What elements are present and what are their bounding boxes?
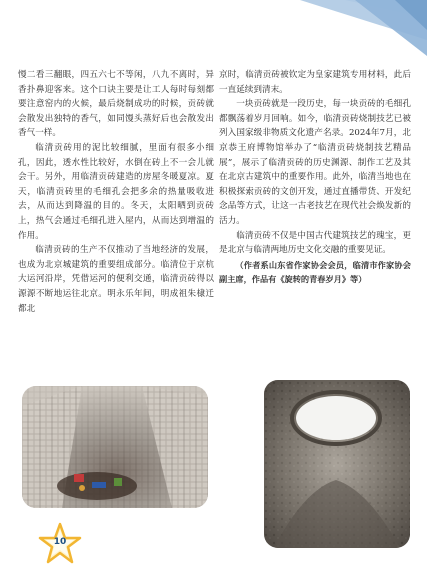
page-number: 10 (53, 537, 67, 547)
page-number-badge (38, 522, 82, 566)
left-text-column (18, 68, 214, 316)
paragraph-heritage: 一块贡砖就是一段历史，每一块贡砖的毛细孔都飘荡着岁月回响。如今，临清贡砖烧制技艺已被列入国家级非物质文化遗产名录。2024年7月，北京恭王府博物馆举办了“临清贡砖烧制技艺精品展”，展示了临清贡砖的历史渊源、制作工艺及其在北京古建筑中的重要作用。此外，临清当地也在积极探索贡砖的文创开发，通过直播带货、开发纪念品等方式，让这一古老技艺在现代社会焕发新的活力。 (219, 99, 411, 226)
author-note: （作者系山东省作家协会会员，临清市作家协会副主席，作品有《旋转的青春岁月》等） (219, 259, 411, 285)
corner-decoration (0, 0, 427, 60)
paragraph-royal-material: 京时，临清贡砖被钦定为皇家建筑专用材料，此后一直延续到清末。 (219, 70, 411, 95)
brick-kiln-photo (22, 386, 208, 508)
paragraph-kiln-rhyme: 慢二看三翻眼，四五六七不等闲，八九不离时，异香扑鼻迎客来。这个口诀主要是让工人每时每刻都要注意窑内的火候，最后烧制成功的时候，贡砖就会散发出独特的香气，如同馒头蒸好后也会散发出香气一样。 (18, 70, 214, 139)
paragraph-brick-properties: 临清贡砖用的泥比较细腻，里面有很多小细孔，因此，透水性比较好，水倒在砖上不一会儿就会干。另外，用临清贡砖建造的房屋冬暖夏凉。夏天，临清贡砖里的毛细孔会把多余的热量吸收进去，从而达到降温的目的。冬天，太阳晒到贡砖上，热气会通过毛细孔进入屋内，从而达到增温的作用。 (18, 142, 214, 241)
right-text-column (219, 68, 411, 287)
kiln-dome-photo (264, 380, 410, 548)
paragraph-economy: 临清贡砖的生产不仅推动了当地经济的发展，也成为北京城建筑的重要组成部分。临清位于京杭大运河沿岸，凭借运河的便利交通，临清贡砖得以源源不断地运往北京。明永乐年间，明成祖朱棣迁都北 (18, 245, 214, 314)
paragraph-conclusion: 临清贡砖不仅是中国古代建筑技艺的瑰宝，更是北京与临清两地历史文化交融的重要见证。 (219, 230, 411, 256)
